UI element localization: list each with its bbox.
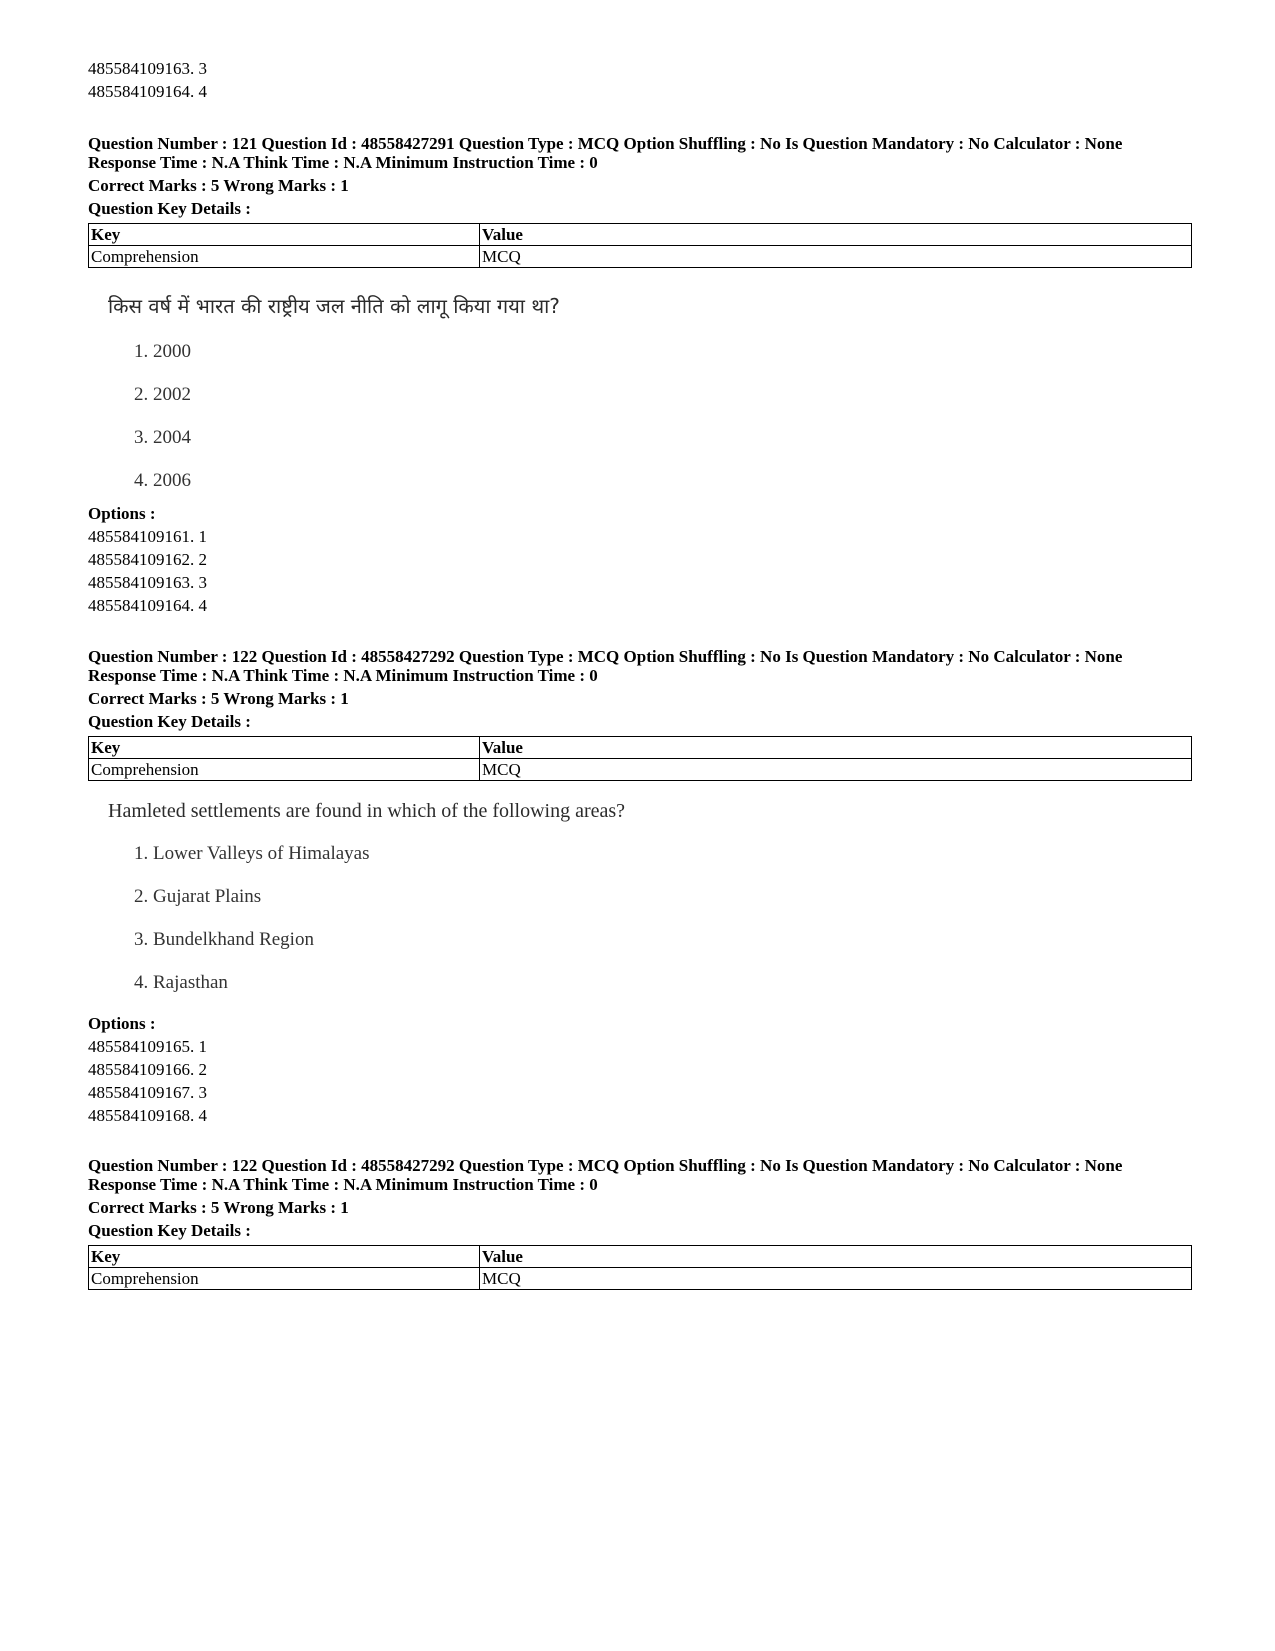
question-marks: Correct Marks : 5 Wrong Marks : 1 bbox=[88, 176, 349, 195]
option-line: 485584109163. 3 bbox=[88, 59, 207, 78]
question-stem: Hamleted settlements are found in which of the following areas? bbox=[108, 800, 626, 822]
question-stem: किस वर्ष में भारत की राष्ट्रीय जल नीति को लागू किया गया था? bbox=[108, 294, 560, 318]
option-line: 485584109163. 3 bbox=[88, 573, 207, 592]
question-key-details-label: Question Key Details : bbox=[88, 1221, 251, 1240]
table-cell-value: MCQ bbox=[480, 1268, 1192, 1290]
question-image bbox=[108, 800, 708, 1000]
table-header-key: Key bbox=[89, 1246, 480, 1268]
option-line: 485584109161. 1 bbox=[88, 527, 207, 546]
question-meta-line1: Question Number : 121 Question Id : 48558427291 Question Type : MCQ Option Shuffling : No Is Question Mandatory : No Calculator : None bbox=[88, 134, 1123, 153]
question-meta-line2: Response Time : N.A Think Time : N.A Minimum Instruction Time : 0 bbox=[88, 153, 598, 172]
option-line: 485584109164. 4 bbox=[88, 596, 207, 615]
table-cell-value: MCQ bbox=[480, 246, 1192, 268]
question-marks: Correct Marks : 5 Wrong Marks : 1 bbox=[88, 1198, 349, 1217]
question-key-details-label: Question Key Details : bbox=[88, 199, 251, 218]
question-meta-line2: Response Time : N.A Think Time : N.A Minimum Instruction Time : 0 bbox=[88, 666, 598, 685]
question-choice: 1. Lower Valleys of Himalayas bbox=[134, 843, 370, 864]
question-choice: 4. 2006 bbox=[134, 470, 191, 491]
table-header-key: Key bbox=[89, 737, 480, 759]
option-line: 485584109164. 4 bbox=[88, 82, 207, 101]
question-key-table bbox=[88, 223, 1192, 268]
table-row bbox=[89, 246, 1192, 268]
option-line: 485584109165. 1 bbox=[88, 1037, 207, 1056]
table-header-value: Value bbox=[480, 1246, 1192, 1268]
options-label: Options : bbox=[88, 504, 156, 523]
options-label: Options : bbox=[88, 1014, 156, 1033]
question-marks: Correct Marks : 5 Wrong Marks : 1 bbox=[88, 689, 349, 708]
table-row bbox=[89, 1246, 1192, 1268]
question-meta-line2: Response Time : N.A Think Time : N.A Minimum Instruction Time : 0 bbox=[88, 1175, 598, 1194]
question-choice: 2. Gujarat Plains bbox=[134, 886, 262, 907]
table-cell-key: Comprehension bbox=[89, 1268, 480, 1290]
table-row bbox=[89, 759, 1192, 781]
table-header-key: Key bbox=[89, 224, 480, 246]
table-cell-value: MCQ bbox=[480, 759, 1192, 781]
question-choice: 2. 2002 bbox=[134, 384, 191, 405]
option-line: 485584109162. 2 bbox=[88, 550, 207, 569]
question-image bbox=[108, 292, 708, 492]
question-choice: 3. Bundelkhand Region bbox=[134, 929, 314, 950]
table-header-value: Value bbox=[480, 224, 1192, 246]
table-row bbox=[89, 737, 1192, 759]
table-row bbox=[89, 224, 1192, 246]
question-meta-line1: Question Number : 122 Question Id : 48558427292 Question Type : MCQ Option Shuffling : No Is Question Mandatory : No Calculator : None bbox=[88, 1156, 1123, 1175]
table-header-value: Value bbox=[480, 737, 1192, 759]
option-line: 485584109166. 2 bbox=[88, 1060, 207, 1079]
table-cell-key: Comprehension bbox=[89, 246, 480, 268]
table-cell-key: Comprehension bbox=[89, 759, 480, 781]
question-key-table bbox=[88, 1245, 1192, 1290]
option-line: 485584109167. 3 bbox=[88, 1083, 207, 1102]
option-line: 485584109168. 4 bbox=[88, 1106, 207, 1125]
question-key-table bbox=[88, 736, 1192, 781]
question-choice: 4. Rajasthan bbox=[134, 972, 228, 993]
question-choice: 1. 2000 bbox=[134, 341, 191, 362]
question-meta-line1: Question Number : 122 Question Id : 48558427292 Question Type : MCQ Option Shuffling : No Is Question Mandatory : No Calculator : None bbox=[88, 647, 1123, 666]
question-key-details-label: Question Key Details : bbox=[88, 712, 251, 731]
table-row bbox=[89, 1268, 1192, 1290]
question-choice: 3. 2004 bbox=[134, 427, 191, 448]
